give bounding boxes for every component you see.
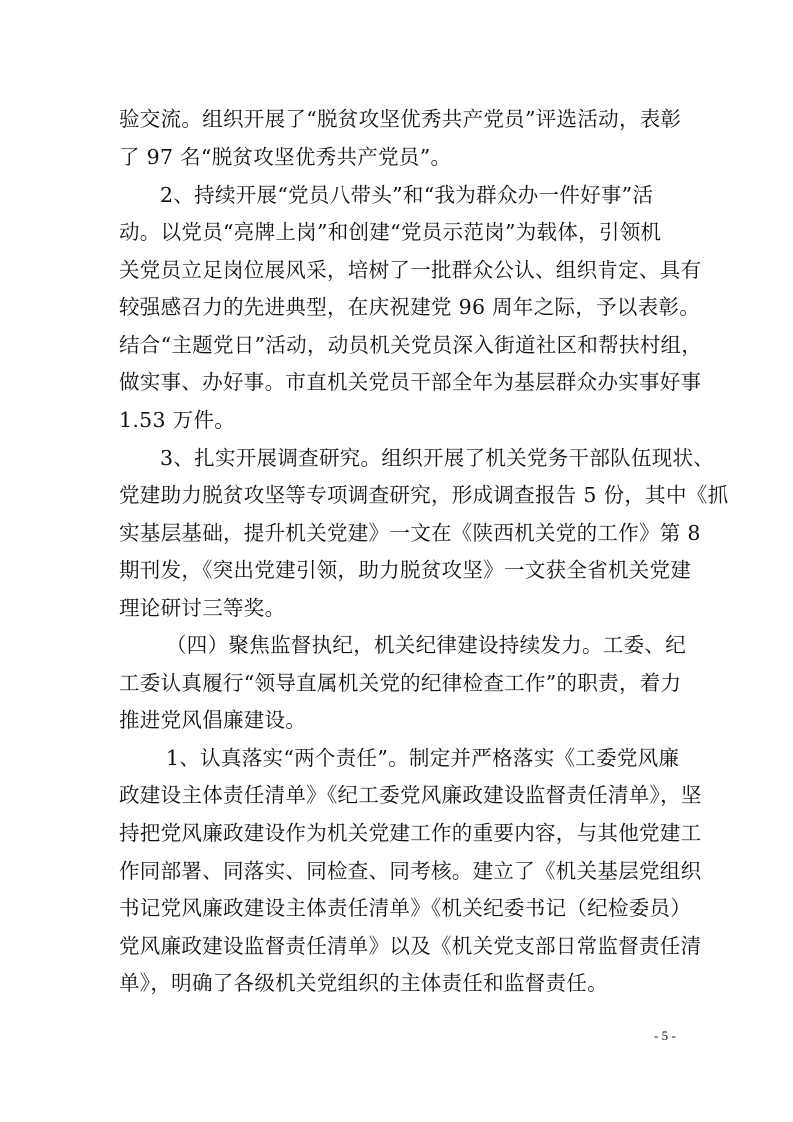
body-text-line: 结合“主题党日”活动，动员机关党员深入街道社区和帮扶村组，	[119, 333, 703, 357]
body-text-line: 较强感召力的先进典型，在庆祝建党 96 周年之际，予以表彰。	[119, 295, 701, 319]
paragraph-start-line: 2、持续开展“党员八带头”和“我为群众办一件好事”活	[160, 183, 654, 207]
body-text-line: 单》，明确了各级机关党组织的主体责任和监督责任。	[119, 971, 608, 995]
body-text-line: 理论研讨三等奖。	[119, 596, 286, 620]
paragraph-start-line: 3、扎实开展调查研究。组织开展了机关党务干部队伍现状、	[160, 446, 715, 470]
body-text-line: 政建设主体责任清单》《纪工委党风廉政建设监督责任清单》，坚	[119, 783, 702, 807]
body-text-line: 动。以党员“亮牌上岗”和创建“党员示范岗”为载体，引领机	[119, 220, 662, 244]
body-text-line: 1.53 万件。	[119, 408, 236, 432]
body-text-line: 推进党风倡廉建设。	[119, 708, 307, 732]
body-text-line: 了 97 名“脱贫攻坚优秀共产党员”。	[119, 145, 452, 169]
body-text-line: 做实事、办好事。市直机关党员干部全年为基层群众办实事好事	[119, 370, 702, 394]
section-heading-line: （四）聚焦监督执纪，机关纪律建设持续发力。工委、纪	[166, 633, 686, 657]
body-text-line: 党风廉政建设监督责任清单》以及《机关党支部日常监督责任清	[119, 934, 702, 958]
body-text-line: 关党员立足岗位展风采，培树了一批群众公认、组织肯定、具有	[119, 258, 702, 282]
body-text-line: 工委认真履行“领导直属机关党的纪律检查工作”的职责，着力	[119, 671, 682, 695]
body-text-line: 实基层基础，提升机关党建》一文在《陕西机关党的工作》第 8	[119, 521, 701, 545]
body-text-line: 书记党风廉政建设主体责任清单》《机关纪委书记（纪检委员）	[119, 896, 692, 920]
page-number: - 5 -	[654, 1028, 676, 1043]
body-text-line: 验交流。组织开展了“脱贫攻坚优秀共产党员”评选活动，表彰	[119, 107, 682, 131]
body-text-line: 期刊发，《突出党建引领，助力脱贫攻坚》一文获全省机关党建	[119, 558, 692, 582]
body-text-line: 作同部署、同落实、同检查、同考核。建立了《机关基层党组织	[119, 859, 702, 883]
paragraph-start-line: 1、认真落实“两个责任”。制定并严格落实《工委党风廉	[166, 746, 680, 770]
body-text-line: 党建助力脱贫攻坚等专项调查研究，形成调查报告 5 份，其中《抓	[119, 483, 729, 507]
body-text-line: 持把党风廉政建设作为机关党建工作的重要内容，与其他党建工	[119, 821, 702, 845]
